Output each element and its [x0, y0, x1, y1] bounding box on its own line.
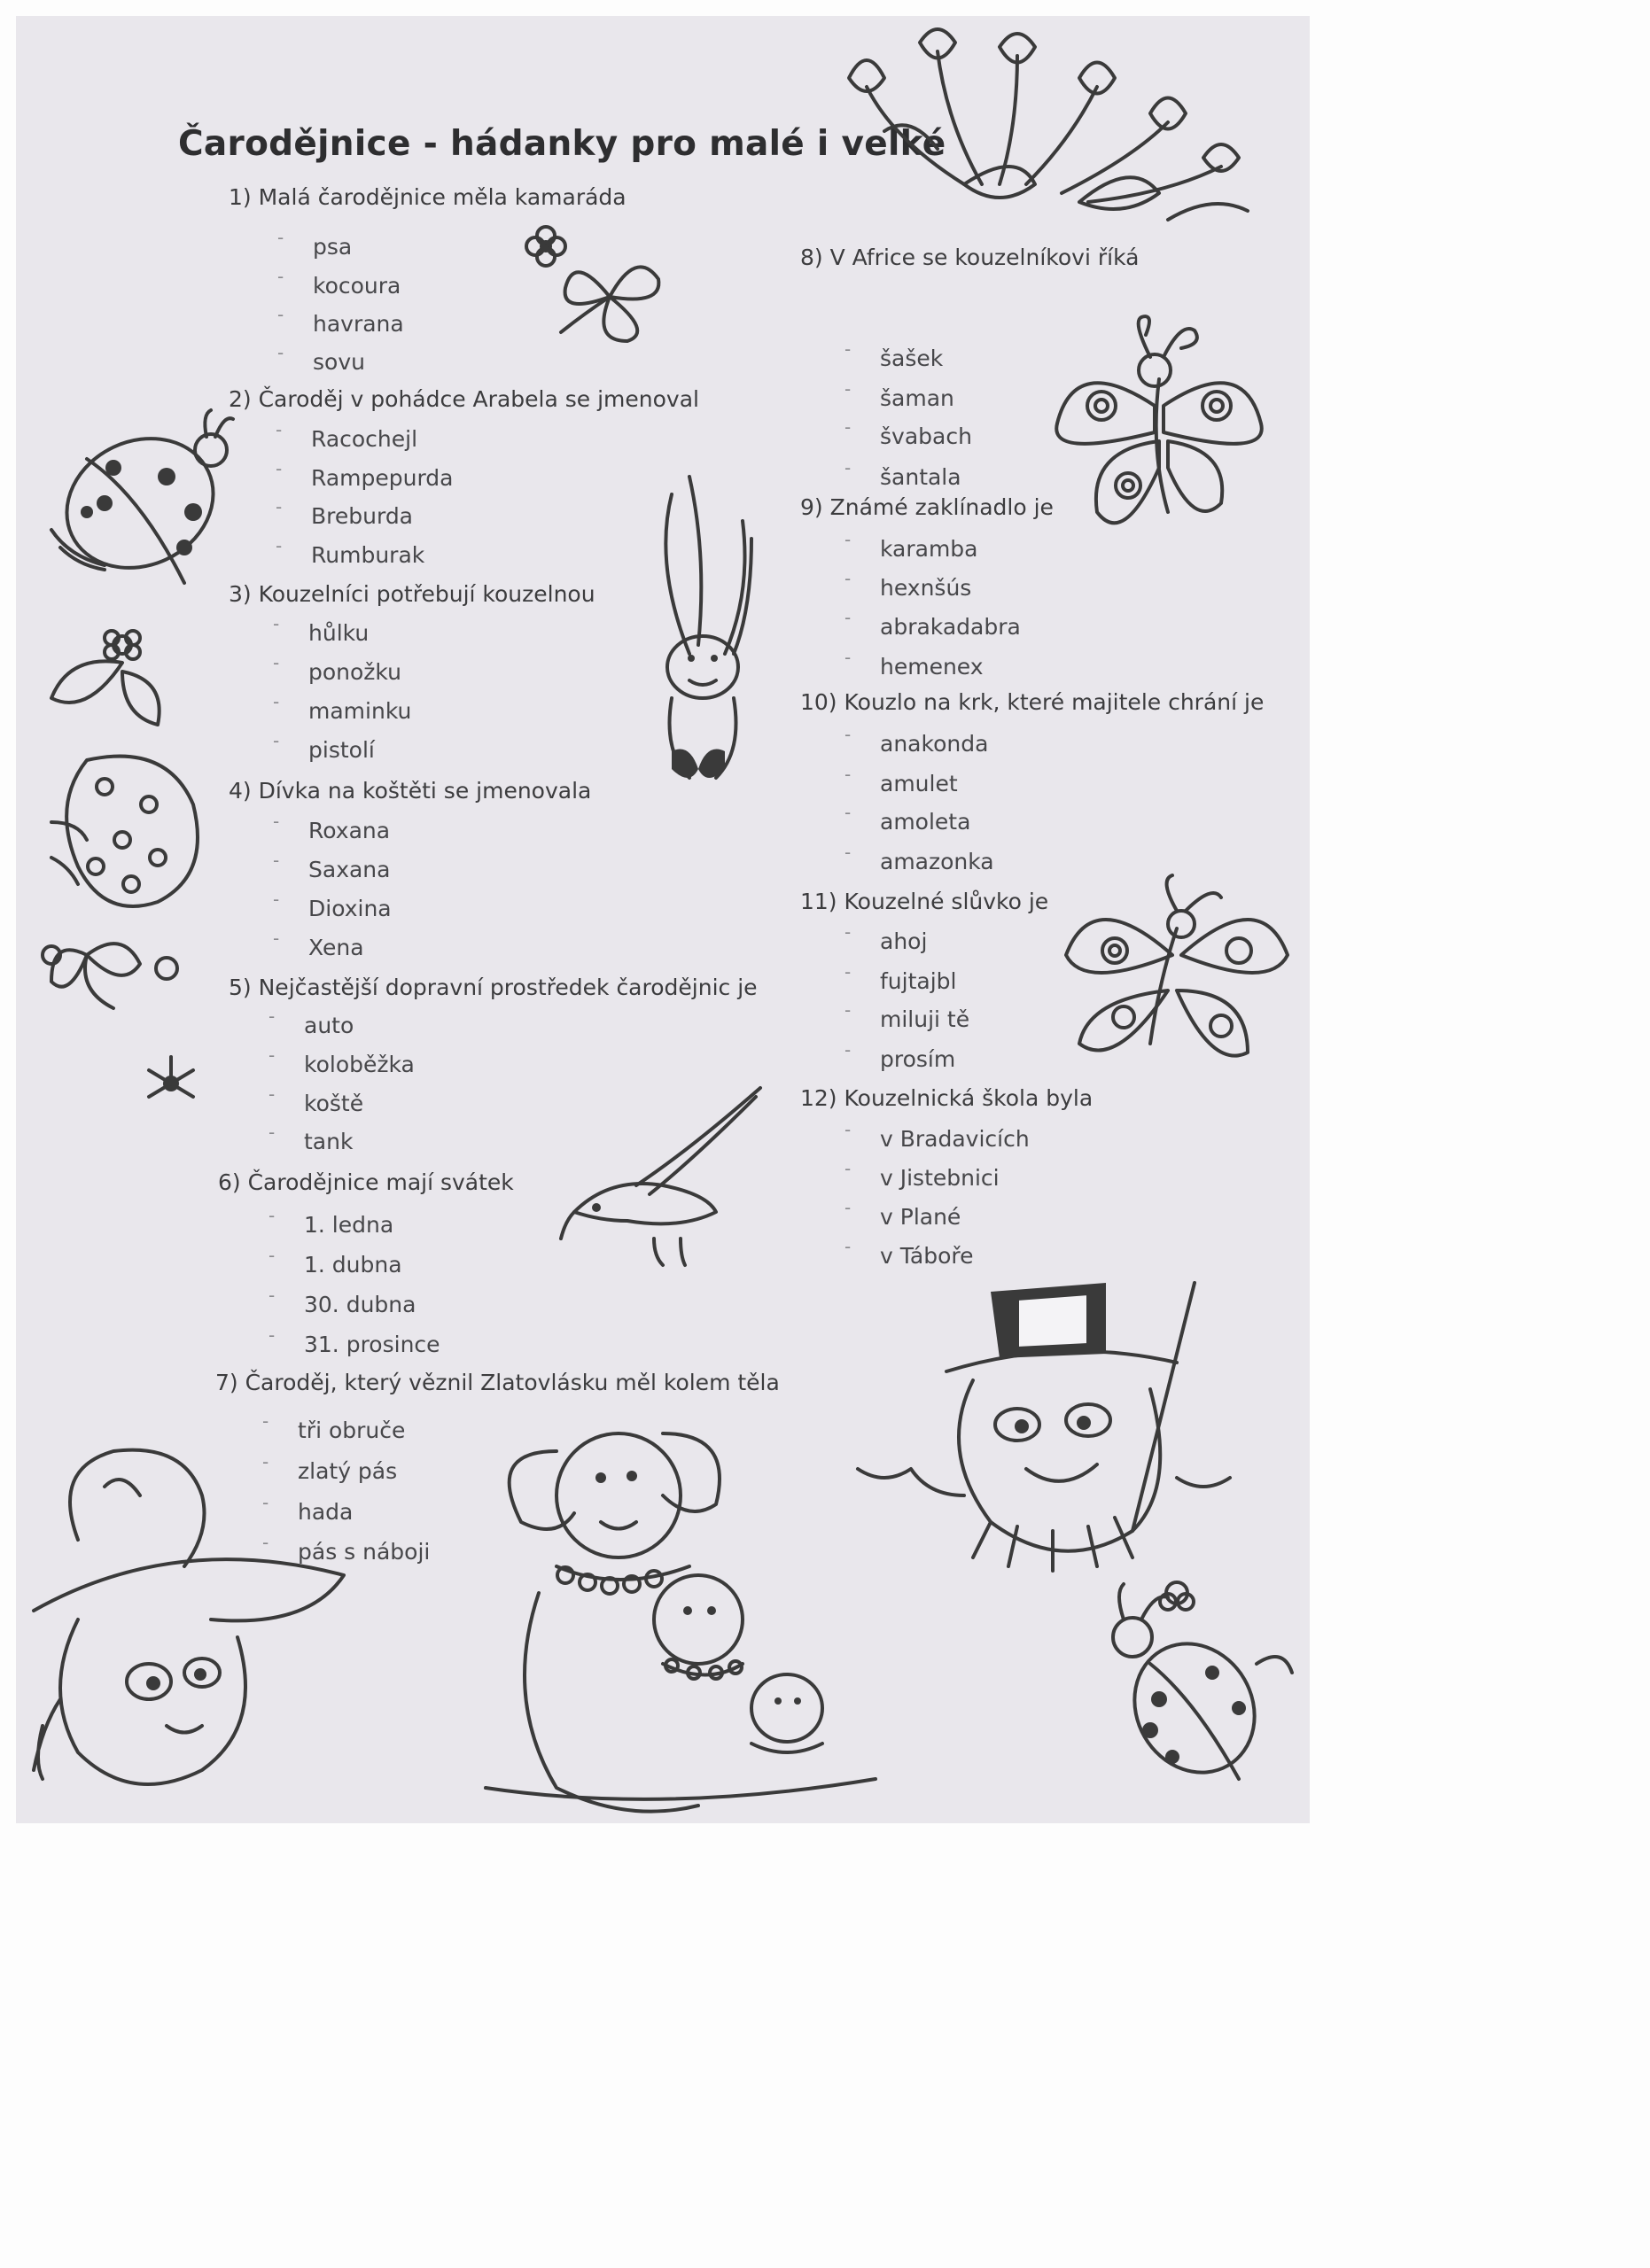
answer-option: - koště — [304, 1091, 363, 1116]
answer-option: - Rampepurda — [311, 465, 454, 491]
question-2: 2) Čaroděj v pohádce Arabela se jmenoval — [229, 386, 699, 412]
wizard-kid-icon — [840, 1274, 1310, 1584]
answer-option: - karamba — [880, 536, 978, 562]
page-title: Čarodějnice - hádanky pro malé i velké — [178, 124, 946, 164]
flower-bush-icon — [34, 618, 237, 1097]
question-1: 1) Malá čarodějnice měla kamaráda — [229, 184, 627, 210]
answer-option: - prosím — [880, 1046, 955, 1072]
answer-option: - amazonka — [880, 849, 994, 874]
answer-option: - pistolí — [308, 737, 375, 763]
answer-option: - pás s náboji — [298, 1539, 430, 1565]
answer-option: - v Táboře — [880, 1243, 973, 1269]
worksheet-page — [16, 16, 1310, 1823]
answer-option: - hada — [298, 1499, 353, 1525]
question-6: 6) Čarodějnice mají svátek — [218, 1169, 514, 1195]
answer-option: - ponožku — [308, 659, 401, 685]
answer-option: - Roxana — [308, 818, 390, 843]
butterfly-icon — [1044, 875, 1310, 1097]
answer-option: - auto — [304, 1013, 354, 1038]
question-5: 5) Nejčastější dopravní prostředek čarodějnic je — [229, 975, 758, 1000]
answer-option: - Rumburak — [311, 542, 424, 568]
answer-option: - švabach — [880, 423, 972, 449]
answer-option: - miluji tě — [880, 1006, 969, 1032]
mouse-family-icon — [486, 1416, 876, 1823]
magpie-icon — [548, 1079, 769, 1274]
answer-option: - šantala — [880, 464, 961, 490]
question-4: 4) Dívka na koštěti se jmenovala — [229, 778, 592, 804]
answer-option: - šašek — [880, 346, 943, 371]
answer-option: - v Jistebnici — [880, 1165, 1000, 1191]
question-12: 12) Kouzelnická škola byla — [800, 1085, 1094, 1111]
answer-option: - ahoj — [880, 928, 927, 954]
answer-option: - fujtajbl — [880, 968, 956, 994]
answer-option: - v Bradavicích — [880, 1126, 1030, 1152]
answer-option: - hůlku — [308, 620, 369, 646]
question-7: 7) Čaroděj, který věznil Zlatovlásku měl kolem těla — [215, 1370, 780, 1395]
answer-option: - psa — [313, 234, 352, 260]
answer-option: - maminku — [308, 698, 411, 724]
witch-girl-icon — [25, 1433, 362, 1814]
answer-option: - Breburda — [311, 503, 413, 529]
tulips-icon — [831, 25, 1292, 246]
answer-option: - 30. dubna — [304, 1292, 416, 1317]
butterfly-icon — [1044, 308, 1283, 574]
answer-option: - 1. ledna — [304, 1212, 393, 1238]
answer-option: - šaman — [880, 385, 954, 411]
spider-icon — [140, 1052, 202, 1115]
answer-option: - koloběžka — [304, 1052, 415, 1077]
answer-option: - hexnšús — [880, 575, 971, 601]
answer-option: - amoleta — [880, 809, 970, 835]
answer-option: - 31. prosince — [304, 1332, 440, 1357]
answer-option: - kocoura — [313, 273, 401, 299]
ladybug-icon — [34, 406, 237, 601]
answer-option: - anakonda — [880, 731, 988, 757]
clover-icon — [556, 248, 663, 346]
ladybug-icon — [1079, 1575, 1292, 1788]
answer-option: - 1. dubna — [304, 1252, 402, 1278]
question-8: 8) V Africe se kouzelníkovi říká — [800, 245, 1140, 270]
answer-option: - v Plané — [880, 1204, 961, 1230]
answer-option: - sovu — [313, 349, 365, 375]
question-9: 9) Známé zaklínadlo je — [800, 494, 1054, 520]
answer-option: - amulet — [880, 771, 958, 796]
answer-option: - abrakadabra — [880, 614, 1021, 640]
question-3: 3) Kouzelníci potřebují kouzelnou — [229, 581, 595, 607]
answer-option: - Xena — [308, 935, 364, 960]
answer-option: - tank — [304, 1129, 353, 1154]
answer-option: - Saxana — [308, 857, 390, 882]
question-10: 10) Kouzlo na krk, které majitele chrání je — [800, 689, 1265, 715]
answer-option: - tři obruče — [298, 1418, 405, 1443]
bunny-icon — [636, 468, 778, 796]
answer-option: - Dioxina — [308, 896, 392, 921]
question-11: 11) Kouzelné slůvko je — [800, 889, 1049, 914]
answer-option: - hemenex — [880, 654, 984, 680]
answer-option: - zlatý pás — [298, 1458, 397, 1484]
answer-option: - havrana — [313, 311, 404, 337]
answer-option: - Racochejl — [311, 426, 417, 452]
